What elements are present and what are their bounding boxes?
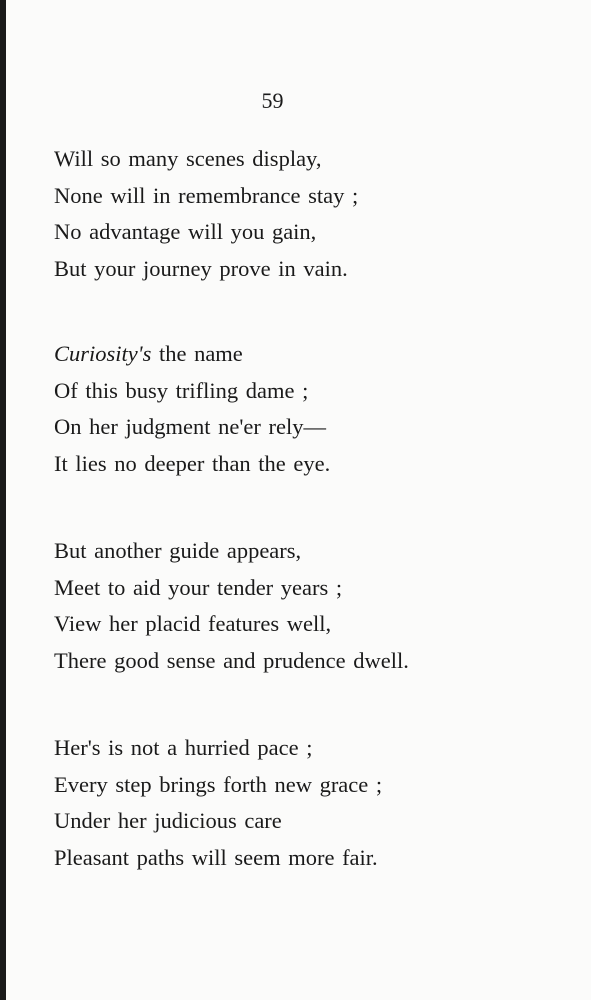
- poem-line: None will in remembrance stay ;: [54, 182, 359, 208]
- poem-line: Will so many scenes display,: [54, 146, 322, 171]
- poem-line: There good sense and prudence dwell.: [54, 647, 409, 673]
- poem-line-rest: the name: [151, 341, 243, 366]
- poem-line: But your journey prove in vain.: [54, 255, 348, 281]
- stanza-4: [54, 730, 382, 876]
- poem-line: It lies no deeper than the eye.: [54, 450, 331, 476]
- poem-line: Every step brings forth new grace ;: [54, 771, 383, 797]
- poem-line: No advantage will you gain,: [54, 219, 317, 244]
- page-number: 59: [261, 88, 284, 113]
- page-edge-shadow: [0, 0, 6, 1000]
- stanza-1: [54, 141, 358, 287]
- italic-word: Curiosity's: [54, 341, 152, 366]
- stanza-3: [54, 533, 409, 679]
- poem-line: Pleasant paths will seem more fair.: [54, 844, 378, 870]
- poem-line: On her judgment ne'er rely—: [54, 414, 326, 439]
- poem-line: Under her judicious care: [54, 808, 282, 833]
- poem-line: But another guide appears,: [54, 538, 302, 563]
- poem-line: Meet to aid your tender years ;: [54, 574, 343, 600]
- poem-line: Of this busy trifling dame ;: [54, 377, 309, 403]
- stanza-2: [54, 336, 330, 482]
- poem-line: [54, 336, 330, 373]
- poem-line: Her's is not a hurried pace ;: [54, 735, 313, 760]
- poem-line: View her placid features well,: [54, 611, 332, 636]
